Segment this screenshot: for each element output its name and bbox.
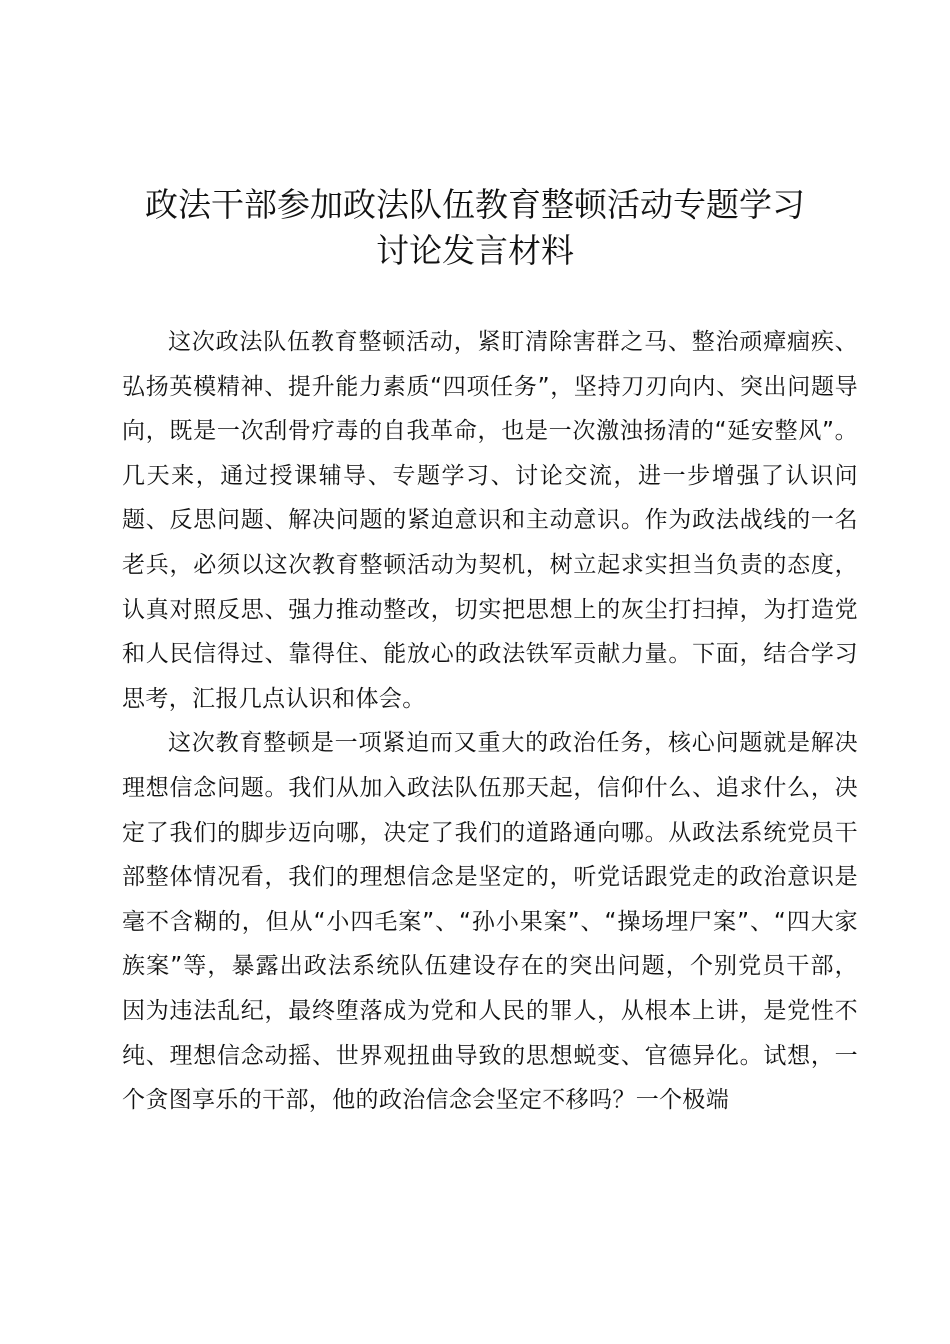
document-title bbox=[100, 182, 850, 274]
title-line-1: 政法干部参加政法队伍教育整顿活动专题学习 bbox=[145, 185, 805, 224]
paragraph-2: 这次教育整顿是一项紧迫而又重大的政治任务，核心问题就是解决理想信念问题。我们从加入政法队伍那天起，信仰什么、追求什么，决定了我们的脚步迈向哪，决定了我们的道路通向哪。从政法系统党员干部整体情况看，我们的理想信念是坚定的，听党话跟党走的政治意识是毫不含糊的，但从“小四毛案”、“孙小果案”、“操场埋尸案”、“四大家族案”等，暴露出政法系统队伍建设存在的突出问题，个别党员干部，因为违法乱纪，最终堕落成为党和人民的罪人，从根本上讲，是党性不纯、理想信念动摇、世界观扭曲导致的思想蜕变、官德异化。试想，一个贪图享乐的干部，他的政治信念会坚定不移吗？一个极端 bbox=[122, 730, 858, 1114]
paragraph-1: 这次政法队伍教育整顿活动，紧盯清除害群之马、整治顽瘴痼疾、弘扬英模精神、提升能力素质“四项任务”，坚持刀刃向内、突出问题导向，既是一次刮骨疗毒的自我革命，也是一次激浊扬清的“延安整风”。几天来，通过授课辅导、专题学习、讨论交流，进一步增强了认识问题、反思问题、解决问题的紧迫意识和主动意识。作为政法战线的一名老兵，必须以这次教育整顿活动为契机，树立起求实担当负责的态度，认真对照反思、强力推动整改，切实把思想上的灰尘打扫掉，为打造党和人民信得过、靠得住、能放心的政法铁军贡献力量。下面，结合学习思考，汇报几点认识和体会。 bbox=[122, 329, 858, 712]
title-line-2: 讨论发言材料 bbox=[376, 231, 574, 270]
document-body bbox=[122, 320, 858, 1123]
